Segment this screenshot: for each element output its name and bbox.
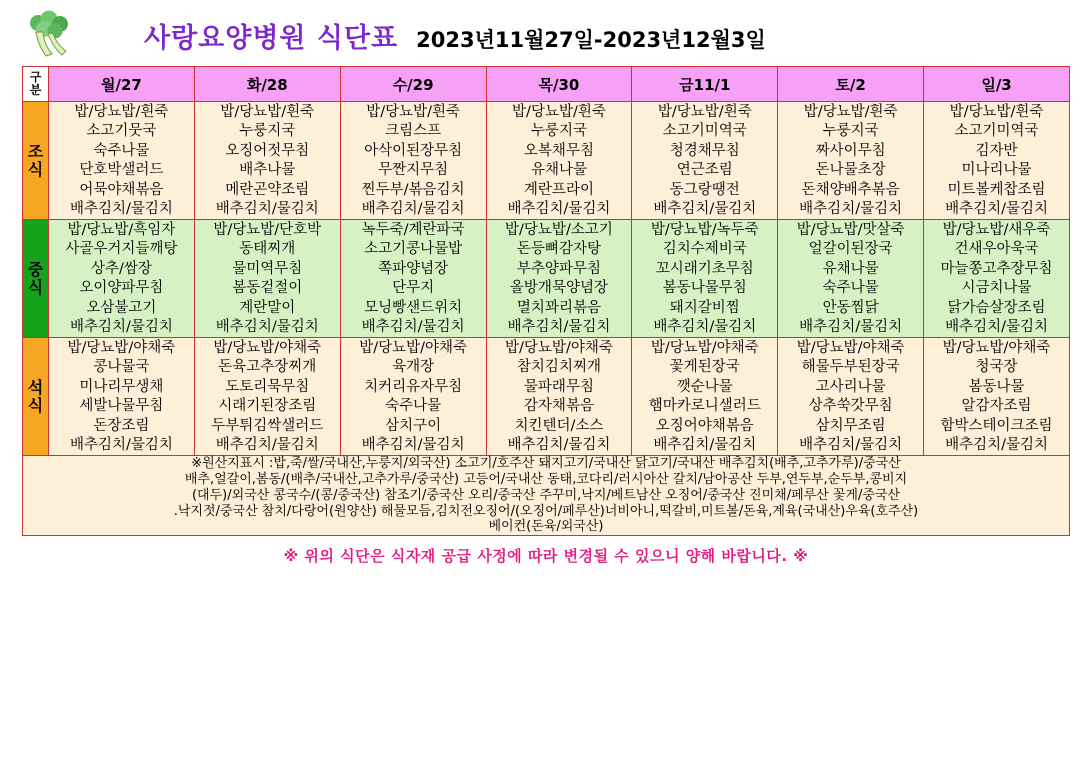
menu-item: 돈등뼈감자탕	[516, 241, 601, 257]
table-header-row	[23, 67, 1070, 102]
menu-item: 청경채무침	[669, 142, 740, 159]
menu-item: 콩나물국	[93, 359, 150, 375]
menu-item: 깻순나물	[676, 378, 733, 395]
menu-item: 닭가슴살장조림	[947, 299, 1046, 316]
menu-item: 단무지	[392, 280, 435, 296]
menu-item: 배추나물	[239, 162, 296, 178]
menu-item: 꼬시래기초무침	[655, 260, 754, 277]
meal-label-breakfast	[23, 102, 49, 220]
menu-item: 배추김치/물김치	[945, 437, 1048, 453]
origin-note-line: 배추,얼갈이,봄동/(배추/국내산,고추가루/중국산) 고등어/국내산 동태,코다리/러시아산 갈치/남아공산 두부,연두부,순두부,콩비지	[184, 471, 908, 487]
menu-item: 밥/당뇨밥/단호박	[213, 221, 322, 238]
menu-item: 물파래무침	[523, 378, 594, 395]
menu-item: 봄동겉절이	[232, 280, 303, 296]
menu-item: 배추김치/물김치	[507, 319, 611, 335]
menu-item: 미나리무생채	[79, 378, 164, 395]
menu-item: 배추김치/물김치	[945, 319, 1048, 335]
menu-item: 단호박샐러드	[79, 162, 164, 178]
menu-item: 밥/당뇨밥/흰죽	[803, 103, 898, 120]
menu-item: 햄마카로니샐러드	[648, 398, 761, 414]
menu-item: 오이양파무침	[79, 280, 164, 296]
footer-notice: ※ 위의 식단은 식자재 공급 사정에 따라 변경될 수 있으니 양해 바랍니다. ※	[283, 547, 809, 566]
menu-item: 미나리나물	[961, 162, 1032, 178]
menu-cell-dinner-fri	[632, 338, 778, 456]
menu-item: 배추김치/물김치	[653, 437, 757, 453]
menu-item: 배추김치/물김치	[799, 201, 903, 217]
menu-cell-lunch-mon	[49, 220, 195, 338]
menu-item: 참치김치찌개	[516, 359, 601, 375]
menu-item: 꽃게된장국	[669, 359, 740, 375]
menu-item: 누룽지국	[822, 123, 879, 139]
menu-cell-lunch-wed	[340, 220, 486, 338]
menu-item: 삼치구이	[385, 417, 442, 434]
menu-item: 오징어젓무침	[225, 142, 310, 159]
menu-item: 무짠지무침	[378, 162, 449, 178]
menu-item: 숙주나물	[822, 280, 879, 296]
date-range: 2023년11월27일-2023년12월3일	[416, 27, 766, 52]
menu-item: 시금치나물	[961, 280, 1032, 296]
menu-item: 오삼불고기	[86, 299, 157, 316]
menu-item: 미트볼케찹조림	[947, 181, 1046, 198]
menu-item: 육개장	[392, 359, 435, 375]
meal-row-dinner	[23, 338, 1070, 456]
menu-item: 밥/당뇨밥/야채죽	[505, 339, 613, 356]
menu-item: 배추김치/물김치	[945, 201, 1048, 217]
meal-label-dinner	[23, 338, 49, 456]
menu-item: 계란프라이	[523, 181, 594, 198]
menu-item: 건새우아욱국	[954, 241, 1039, 257]
menu-item: 돈장조림	[93, 417, 150, 434]
menu-item: 밥/당뇨밥/흰죽	[657, 103, 752, 120]
menu-cell-dinner-sat	[778, 338, 924, 456]
menu-item: 배추김치/물김치	[799, 437, 903, 453]
menu-item: 밥/당뇨밥/야채죽	[213, 339, 322, 356]
menu-item: 물미역무침	[232, 260, 303, 277]
menu-item: 돼지갈비찜	[669, 299, 740, 316]
origin-note-line: (대두)/외국산 콩국수/(콩/중국산) 참조기/중국산 오리/중국산 주꾸미,낙지/베트남산 오징어/중국산 진미채/페루산 꽃게/중국산	[191, 487, 901, 503]
menu-item: 돈채양배추볶음	[801, 181, 900, 198]
page-title: 사랑요양병원 식단표	[144, 22, 399, 54]
menu-item: 숙주나물	[93, 142, 150, 159]
menu-item: 밥/당뇨밥/흰죽	[220, 103, 315, 120]
menu-item: 동태찌개	[239, 241, 296, 257]
menu-item: 계란말이	[239, 299, 296, 316]
menu-item: 크림스프	[385, 123, 442, 139]
menu-item: 도토리묵무침	[225, 378, 310, 395]
menu-cell-dinner-thu	[486, 338, 632, 456]
menu-item: 밥/당뇨밥/야채죽	[359, 339, 468, 356]
day-header-wed: 수/29	[340, 67, 486, 102]
menu-item: 배추김치/물김치	[69, 201, 173, 217]
menu-item: 삼치무조림	[815, 417, 886, 434]
menu-item: 시래기된장조림	[218, 398, 317, 414]
menu-item: 밥/당뇨밥/새우죽	[942, 221, 1051, 238]
menu-item: 배추김치/물김치	[361, 319, 465, 335]
menu-item: 안동찜닭	[822, 299, 879, 316]
menu-item: 고사리나물	[815, 378, 886, 395]
menu-item: 밥/당뇨밥/야채죽	[942, 339, 1051, 356]
menu-item: 김자반	[975, 142, 1018, 159]
menu-item: 누룽지국	[530, 123, 587, 139]
menu-item: 배추김치/물김치	[69, 437, 173, 453]
menu-item: 치커리유자무침	[364, 378, 463, 395]
day-header-sat: 토/2	[778, 67, 924, 102]
menu-item: 멸치꽈리볶음	[516, 299, 601, 316]
corner-label-line1: 구	[29, 70, 42, 85]
menu-item: 배추김치/물김치	[361, 437, 465, 453]
menu-item: 김치수제비국	[662, 241, 747, 257]
menu-item: 배추김치/물김치	[507, 201, 611, 217]
menu-item: 밥/당뇨밥/흰죽	[949, 103, 1044, 120]
menu-item: 얼갈이된장국	[808, 241, 893, 257]
menu-item: 마늘쫑고추장무침	[940, 260, 1053, 277]
menu-cell-dinner-wed	[340, 338, 486, 456]
menu-item: 녹두죽/계란파국	[361, 221, 465, 238]
menu-cell-lunch-sun	[924, 220, 1070, 338]
menu-item: 봄동나물무침	[662, 280, 747, 296]
menu-item: 밥/당뇨밥/맛살죽	[796, 221, 905, 238]
menu-cell-dinner-sun	[924, 338, 1070, 456]
menu-item: 알감자조림	[961, 398, 1032, 414]
menu-item: 쪽파양념장	[378, 260, 449, 277]
menu-item: 상추쑥갓무침	[808, 398, 893, 414]
meal-label-breakfast-line1: 조	[27, 141, 44, 161]
menu-item: 배추김치/물김치	[215, 319, 319, 335]
menu-item: 두부튀김싹샐러드	[211, 417, 324, 434]
menu-item: 동그랑땡전	[669, 181, 740, 198]
menu-item: 유채나물	[822, 260, 879, 277]
menu-cell-lunch-fri	[632, 220, 778, 338]
menu-item: 밥/당뇨밥/녹두죽	[650, 221, 759, 238]
menu-item: 배추김치/물김치	[799, 319, 903, 335]
menu-item: 돈나물초장	[815, 162, 886, 178]
menu-cell-lunch-tue	[194, 220, 340, 338]
menu-item: 돈육고추장찌개	[218, 359, 317, 375]
corner-label-line2: 분	[29, 83, 42, 97]
page-header	[0, 0, 1092, 64]
weekly-menu-table	[22, 66, 1070, 536]
menu-cell-breakfast-mon	[49, 102, 195, 220]
meal-row-lunch	[23, 220, 1070, 338]
menu-cell-breakfast-thu	[486, 102, 632, 220]
origin-note-line: 베이컨(돈육/외국산)	[488, 519, 604, 535]
menu-cell-breakfast-wed	[340, 102, 486, 220]
corner-label	[23, 67, 49, 102]
origin-note-row	[23, 456, 1070, 536]
origin-note	[23, 456, 1070, 536]
menu-item: 밥/당뇨밥/야채죽	[67, 339, 176, 356]
day-header-mon: 월/27	[49, 67, 195, 102]
menu-item: 짜사이무침	[815, 142, 886, 159]
menu-item: 부추양파무침	[516, 260, 601, 277]
menu-item: 소고기콩나물밥	[364, 241, 463, 257]
menu-item: 상추/쌈장	[90, 260, 152, 277]
menu-item: 밥/당뇨밥/흰죽	[512, 103, 606, 120]
menu-cell-dinner-mon	[49, 338, 195, 456]
menu-item: 사골우거지들깨탕	[65, 241, 178, 257]
menu-item: 밥/당뇨밥/흰죽	[366, 103, 461, 120]
menu-item: 세발나물무침	[79, 398, 164, 414]
menu-item: 함박스테이크조림	[940, 417, 1053, 434]
menu-cell-breakfast-sat	[778, 102, 924, 220]
menu-item: 소고기미역국	[954, 123, 1039, 139]
menu-item: 오징어야채볶음	[655, 417, 754, 434]
menu-item: 배추김치/물김치	[653, 201, 757, 217]
menu-item: 치킨텐더/소스	[514, 417, 604, 434]
origin-note-line: .낙지젓/중국산 참치/다랑어(원양산) 해물모듬,김치전오징어/(오징어/페루산)너비아니,떡갈비,미트볼/돈육,계육(국내산)우육(호주산)	[173, 503, 919, 519]
menu-item: 누룽지국	[239, 123, 296, 139]
meal-label-lunch-line2: 식	[27, 277, 44, 297]
menu-item: 오복채무침	[523, 142, 594, 159]
menu-item: 봄동나물	[968, 378, 1025, 395]
menu-cell-breakfast-fri	[632, 102, 778, 220]
menu-item: 밥/당뇨밥/흰죽	[74, 103, 169, 120]
meal-label-dinner-line2: 식	[27, 395, 44, 415]
menu-cell-lunch-thu	[486, 220, 632, 338]
menu-cell-breakfast-tue	[194, 102, 340, 220]
menu-item: 올방개묵양념장	[509, 280, 608, 296]
menu-cell-lunch-sat	[778, 220, 924, 338]
meal-row-breakfast	[23, 102, 1070, 220]
menu-item: 어묵야채볶음	[79, 181, 164, 198]
menu-item: 감자채볶음	[523, 398, 594, 414]
menu-item: 소고기뭇국	[86, 123, 157, 139]
menu-item: 청국장	[975, 359, 1018, 375]
menu-item: 찐두부/볶음김치	[361, 181, 465, 198]
menu-item: 모닝빵샌드위치	[364, 299, 463, 316]
menu-item: 배추김치/물김치	[69, 319, 173, 335]
day-header-fri: 금11/1	[632, 67, 778, 102]
menu-item: 소고기미역국	[662, 123, 747, 139]
day-header-thu: 목/30	[486, 67, 632, 102]
menu-item: 배추김치/물김치	[361, 201, 465, 217]
menu-item: 숙주나물	[385, 398, 442, 414]
meal-label-breakfast-line2: 식	[27, 159, 44, 179]
menu-item: 밥/당뇨밥/흑임자	[67, 221, 176, 238]
menu-item: 배추김치/물김치	[507, 437, 611, 453]
day-header-sun: 일/3	[924, 67, 1070, 102]
menu-item: 밥/당뇨밥/야채죽	[796, 339, 905, 356]
menu-item: 배추김치/물김치	[215, 437, 319, 453]
meal-label-lunch-line1: 중	[27, 259, 44, 279]
origin-note-line: ※원산지표시 :밥,죽/쌀/국내산,누룽지/외국산) 소고기/호주산 돼지고기/국내산 닭고기/국내산 배추김치(배추,고추가루)/중국산	[191, 456, 901, 471]
menu-item: 밥/당뇨밥/소고기	[505, 221, 613, 238]
menu-item: 해물두부된장국	[801, 359, 900, 375]
menu-item: 메란곤약조림	[225, 181, 310, 198]
menu-cell-dinner-tue	[194, 338, 340, 456]
menu-cell-breakfast-sun	[924, 102, 1070, 220]
day-header-tue: 화/28	[194, 67, 340, 102]
meal-label-lunch	[23, 220, 49, 338]
menu-item: 밥/당뇨밥/야채죽	[650, 339, 759, 356]
broccoli-icon	[22, 10, 78, 60]
menu-item: 배추김치/물김치	[215, 201, 319, 217]
menu-item: 연근조림	[676, 162, 733, 178]
menu-item: 유채나물	[530, 162, 587, 178]
menu-item: 배추김치/물김치	[653, 319, 757, 335]
meal-label-dinner-line1: 석	[27, 377, 44, 397]
menu-item: 아삭이된장무침	[364, 142, 463, 159]
